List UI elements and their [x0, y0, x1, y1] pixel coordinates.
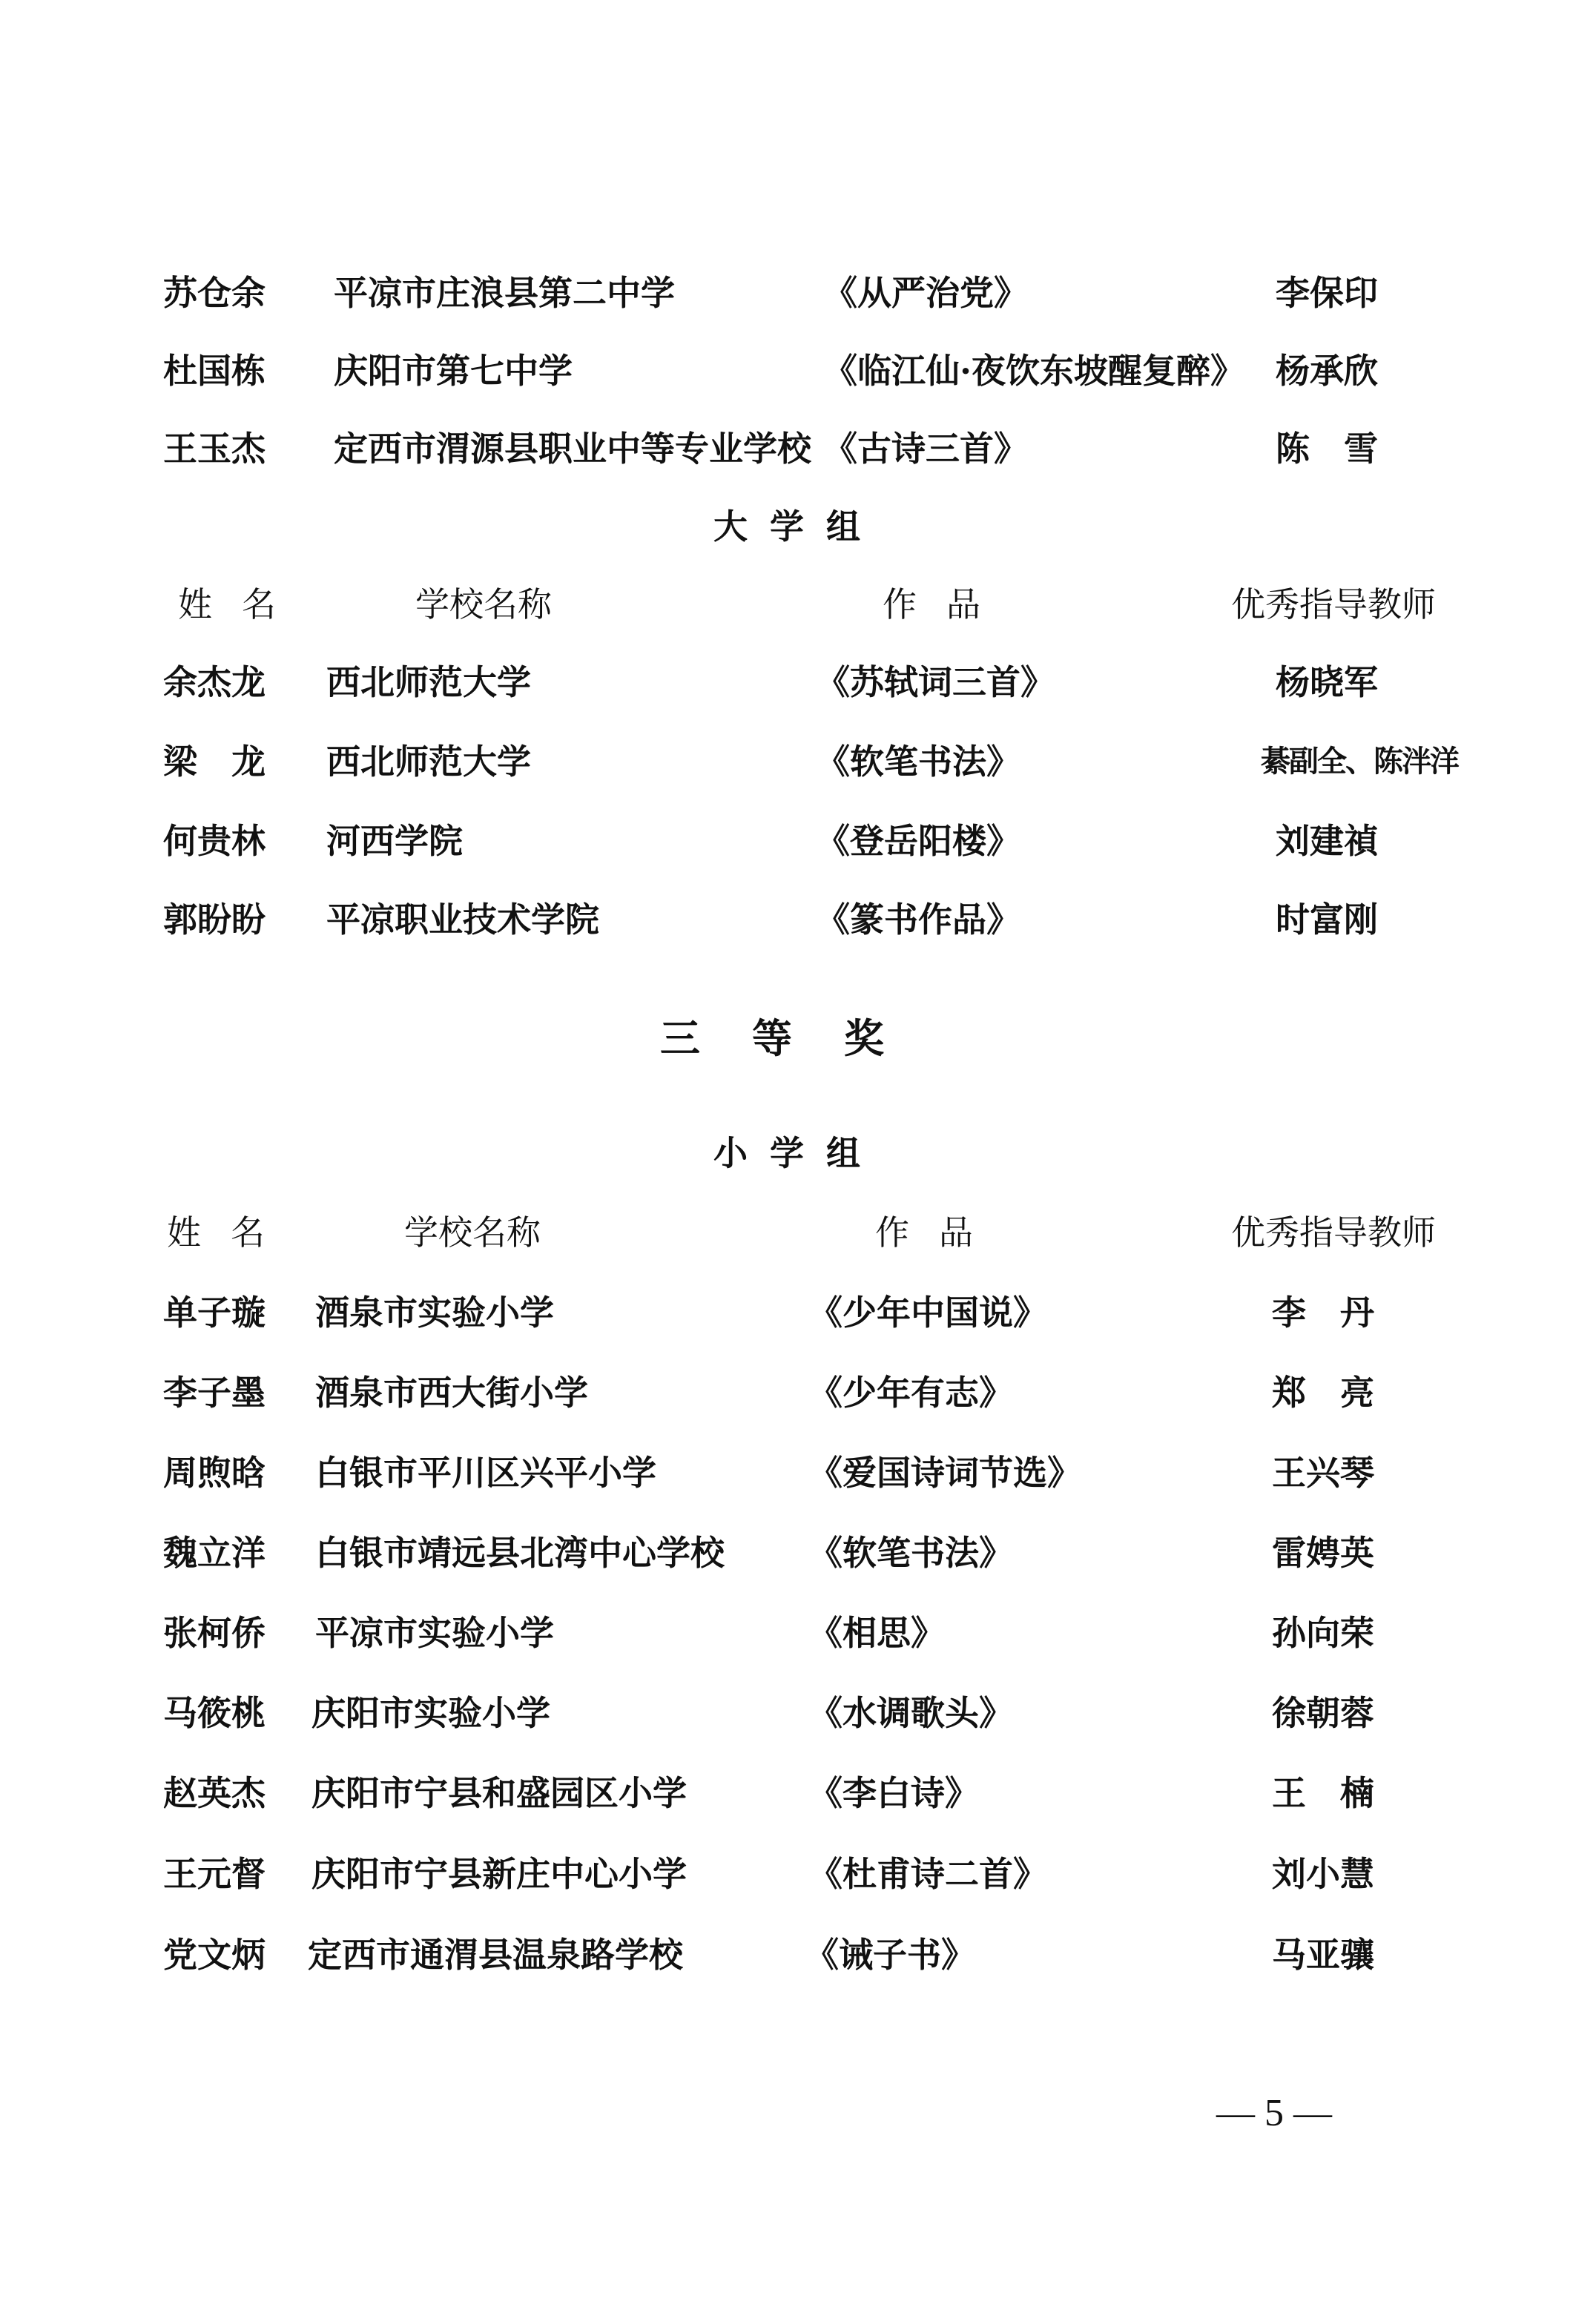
- teacher-name: 杨晓军: [1276, 662, 1378, 702]
- student-name: 何贵林: [163, 821, 266, 861]
- table-row: [0, 1844, 1596, 1904]
- work-title: 《诫子书》: [805, 1935, 975, 1975]
- work-title: 《少年有志》: [808, 1373, 1013, 1413]
- student-name: 王玉杰: [163, 429, 266, 469]
- teacher-name: 王兴琴: [1272, 1453, 1374, 1493]
- work-title: 《软笔书法》: [808, 1533, 1013, 1573]
- school-name: 河西学院: [326, 821, 463, 861]
- table-row: [0, 263, 1596, 323]
- work-title: 《登岳阳楼》: [816, 821, 1020, 861]
- header-work: 作品: [875, 1212, 1003, 1253]
- teacher-name: 綦副全、陈泮洋: [1261, 744, 1458, 779]
- table-row: [0, 1443, 1596, 1502]
- teacher-name: 杨承欣: [1276, 351, 1378, 391]
- school-name: 西北师范大学: [326, 662, 531, 702]
- table-row: [0, 811, 1596, 871]
- student-name: 苏仓余: [163, 273, 266, 313]
- school-name: 庆阳市第七中学: [334, 351, 573, 391]
- work-title: 《篆书作品》: [816, 900, 1020, 940]
- student-name: 马筱桃: [163, 1693, 266, 1733]
- header-teacher: 优秀指导教师: [1231, 584, 1436, 624]
- work-title: 《爱国诗词节选》: [808, 1453, 1081, 1493]
- work-title: 《苏轼词三首》: [816, 662, 1055, 702]
- teacher-name: 李保印: [1276, 273, 1378, 313]
- header-school: 学校名称: [404, 1212, 541, 1253]
- school-name: 酒泉市西大街小学: [315, 1373, 588, 1413]
- table-header: [0, 1203, 1596, 1262]
- table-row: [0, 653, 1596, 712]
- teacher-name: 孙向荣: [1272, 1613, 1374, 1653]
- work-title: 《临江仙·夜饮东坡醒复醉》: [823, 351, 1245, 391]
- table-row: [0, 1363, 1596, 1422]
- teacher-name: 李 丹: [1272, 1293, 1374, 1333]
- school-name: 平凉市庄浪县第二中学: [334, 273, 675, 313]
- school-name: 白银市靖远县北湾中心学校: [315, 1533, 725, 1573]
- student-name: 魏立洋: [163, 1533, 266, 1573]
- table-row: [0, 732, 1596, 791]
- work-title: 《软笔书法》: [816, 742, 1020, 782]
- work-title: 《古诗三首》: [823, 429, 1028, 469]
- table-row: [0, 1925, 1596, 1984]
- school-name: 庆阳市宁县新庄中心小学: [311, 1854, 687, 1894]
- work-title: 《李白诗》: [808, 1773, 979, 1813]
- student-name: 张柯侨: [163, 1613, 266, 1653]
- school-name: 定西市渭源县职业中等专业学校: [334, 429, 811, 469]
- student-name: 余杰龙: [163, 662, 266, 702]
- work-title: 《从严治党》: [823, 273, 1028, 313]
- teacher-name: 马亚骧: [1272, 1935, 1374, 1975]
- page-number: — 5 —: [1216, 2092, 1332, 2134]
- table-row: [0, 1523, 1596, 1583]
- teacher-name: 徐朝蓉: [1272, 1693, 1374, 1733]
- header-teacher: 优秀指导教师: [1231, 1212, 1436, 1253]
- teacher-name: 陈 雪: [1276, 429, 1378, 469]
- student-name: 郭盼盼: [163, 900, 266, 940]
- prize-title-third: 三等奖: [660, 1014, 936, 1062]
- teacher-name: 刘建禎: [1276, 821, 1378, 861]
- table-row: [0, 1683, 1596, 1743]
- table-row: [0, 890, 1596, 949]
- table-header: [0, 575, 1596, 634]
- teacher-name: 雷娉英: [1272, 1533, 1374, 1573]
- student-name: 杜国栋: [163, 351, 266, 391]
- school-name: 平凉职业技术学院: [326, 900, 599, 940]
- teacher-name: 时富刚: [1276, 900, 1378, 940]
- table-row: [0, 1283, 1596, 1342]
- student-name: 单子璇: [163, 1293, 266, 1333]
- student-name: 周煦晗: [163, 1453, 266, 1493]
- table-row: [0, 419, 1596, 478]
- work-title: 《相思》: [808, 1613, 945, 1653]
- group-title-primary: 小学组: [713, 1133, 883, 1173]
- school-name: 酒泉市实验小学: [315, 1293, 554, 1333]
- teacher-name: 刘小慧: [1272, 1854, 1374, 1894]
- student-name: 梁 龙: [163, 742, 266, 782]
- work-title: 《杜甫诗二首》: [808, 1854, 1047, 1894]
- student-name: 党文炳: [163, 1935, 266, 1975]
- teacher-name: 王 楠: [1272, 1773, 1374, 1813]
- school-name: 西北师范大学: [326, 742, 531, 782]
- school-name: 庆阳市宁县和盛园区小学: [311, 1773, 687, 1813]
- student-name: 李子墨: [163, 1373, 266, 1413]
- school-name: 平凉市实验小学: [315, 1613, 554, 1653]
- work-title: 《水调歌头》: [808, 1693, 1013, 1733]
- table-row: [0, 341, 1596, 400]
- teacher-name: 郑 亮: [1272, 1373, 1374, 1413]
- school-name: 白银市平川区兴平小学: [315, 1453, 656, 1493]
- student-name: 赵英杰: [163, 1773, 266, 1813]
- header-school: 学校名称: [415, 584, 552, 624]
- work-title: 《少年中国说》: [808, 1293, 1047, 1333]
- table-row: [0, 1603, 1596, 1663]
- school-name: 庆阳市实验小学: [311, 1693, 550, 1733]
- student-name: 王元督: [163, 1854, 266, 1894]
- header-name: 姓名: [167, 1212, 294, 1253]
- group-title-university: 大学组: [713, 506, 883, 547]
- school-name: 定西市通渭县温泉路学校: [308, 1935, 683, 1975]
- header-name: 姓名: [178, 584, 306, 624]
- header-work: 作品: [883, 584, 1010, 624]
- table-row: [0, 1763, 1596, 1823]
